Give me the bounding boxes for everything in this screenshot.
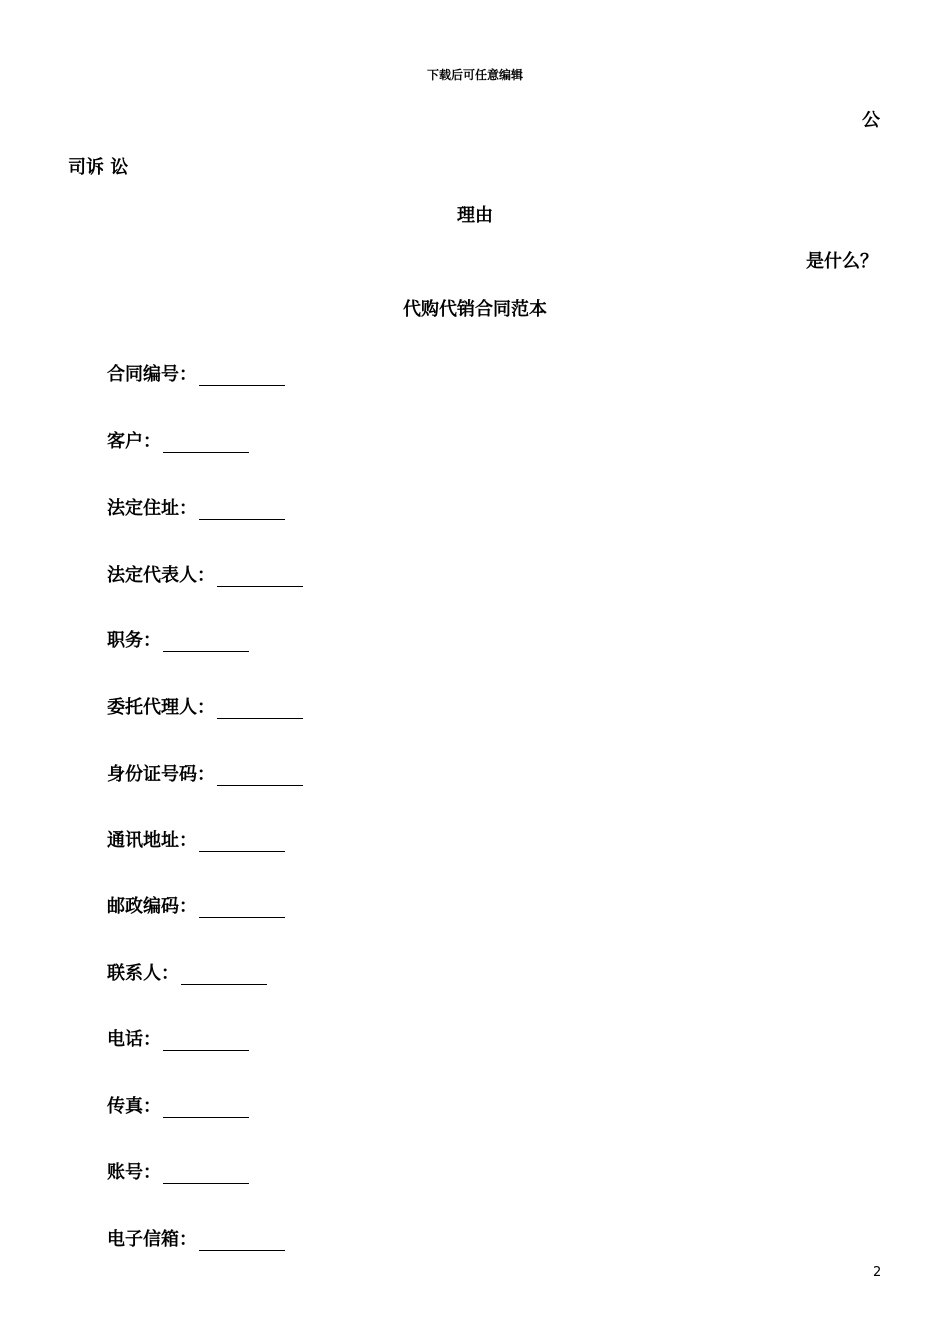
fill-in-blank: [217, 568, 303, 587]
field-postal-code: [107, 892, 285, 918]
field-mailing-address: [107, 826, 285, 852]
field-label: 联系人：: [107, 963, 179, 984]
fill-in-blank: [163, 1099, 249, 1118]
field-label: 法定代表人：: [107, 565, 215, 586]
fill-in-blank: [163, 633, 249, 652]
field-label: 传真：: [107, 1096, 161, 1117]
field-label: 客户：: [107, 431, 161, 452]
fill-in-blank: [199, 833, 285, 852]
header-note: 下载后可任意编辑: [426, 68, 523, 82]
field-fax: [107, 1092, 249, 1118]
field-label: 电子信箱：: [107, 1229, 197, 1250]
field-account-number: [107, 1158, 249, 1184]
field-position: [107, 626, 249, 652]
fill-in-blank: [217, 700, 303, 719]
fill-in-blank: [199, 1232, 285, 1251]
field-legal-address: [107, 494, 285, 520]
field-contact-person: [107, 959, 267, 985]
field-label: 邮政编码：: [107, 896, 197, 917]
field-id-number: [107, 760, 303, 786]
fill-in-blank: [163, 434, 249, 453]
fill-in-blank: [163, 1032, 249, 1051]
field-legal-representative: [107, 561, 303, 587]
fill-in-blank: [199, 501, 285, 520]
field-label: 职务：: [107, 630, 161, 651]
field-label: 身份证号码：: [107, 764, 215, 785]
field-label: 电话：: [107, 1029, 161, 1050]
fill-in-blank: [217, 767, 303, 786]
field-label: 合同编号：: [107, 364, 197, 385]
fill-in-blank: [163, 1165, 249, 1184]
field-authorized-agent: [107, 693, 303, 719]
page-number: 2: [873, 1265, 882, 1280]
field-label: 委托代理人：: [107, 697, 215, 718]
fragment-susong: 司诉 讼: [68, 157, 129, 178]
fragment-shi: 是什么？: [806, 251, 878, 272]
document-title: 代购代销合同范本: [403, 299, 547, 320]
fill-in-blank: [199, 367, 285, 386]
field-label: 法定住址：: [107, 498, 197, 519]
field-phone: [107, 1025, 249, 1051]
fill-in-blank: [199, 899, 285, 918]
fill-in-blank: [181, 966, 267, 985]
field-label: 账号：: [107, 1162, 161, 1183]
field-label: 通讯地址：: [107, 830, 197, 851]
field-contract-number: [107, 360, 285, 386]
fragment-liyou: 理由: [457, 205, 493, 226]
fragment-gong: 公: [862, 110, 880, 131]
field-customer: [107, 427, 249, 453]
field-email: [107, 1225, 285, 1251]
